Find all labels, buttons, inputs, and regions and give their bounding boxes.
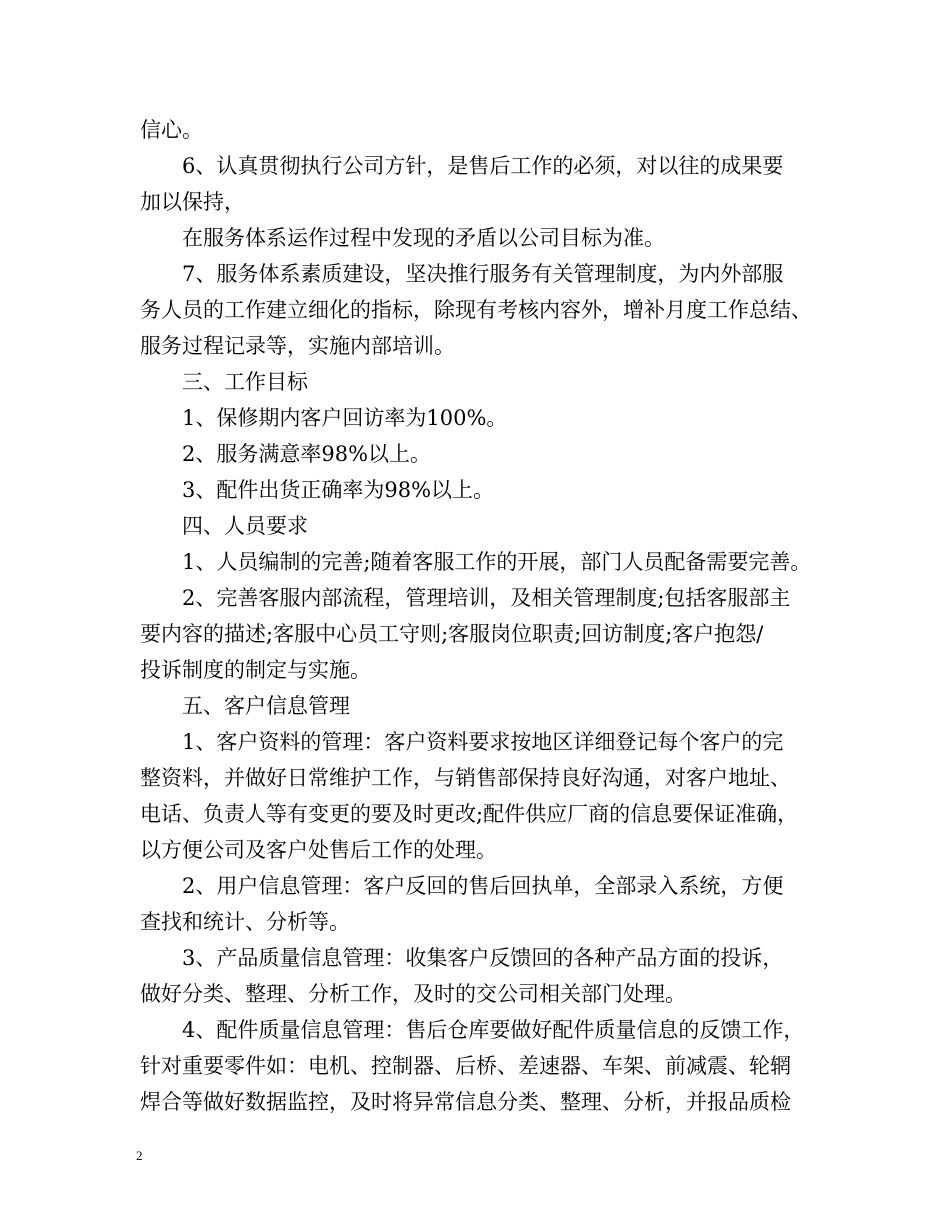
text-line: 务人员的工作建立细化的指标，除现有考核内容外，增补月度工作总结、	[140, 298, 812, 322]
text-line: 2、用户信息管理：客户反回的售后回执单，全部录入系统，方便	[182, 874, 784, 898]
text-line: 2、服务满意率98%以上。	[182, 442, 432, 466]
page-number: 2	[136, 1148, 143, 1163]
text-line: 焊合等做好数据监控，及时将异常信息分类、整理、分析，并报品质检	[140, 1090, 791, 1114]
text-line: 以方便公司及客户处售后工作的处理。	[140, 838, 497, 862]
text-line: 6、认真贯彻执行公司方针，是售后工作的必须，对以往的成果要	[182, 154, 784, 178]
text-line: 3、产品质量信息管理：收集客户反馈回的各种产品方面的投诉，	[182, 946, 784, 970]
text-line: 电话、负责人等有变更的要及时更改;配件供应厂商的信息要保证准确，	[140, 802, 799, 826]
text-line: 信心。	[140, 118, 203, 142]
text-line: 1、人员编制的完善;随着客服工作的开展，部门人员配备需要完善。	[182, 550, 812, 574]
text-line: 3、配件出货正确率为98%以上。	[182, 478, 495, 502]
text-line: 2、完善客服内部流程，管理培训，及相关管理制度;包括客服部主	[182, 586, 791, 610]
text-line: 服务过程记录等，实施内部培训。	[140, 334, 455, 358]
section-heading: 四、人员要求	[182, 514, 308, 538]
text-line: 做好分类、整理、分析工作，及时的交公司相关部门处理。	[140, 982, 686, 1006]
text-line: 整资料，并做好日常维护工作，与销售部保持良好沟通，对客户地址、	[140, 766, 791, 790]
text-line: 查找和统计、分析等。	[140, 910, 350, 934]
text-line: 7、服务体系素质建设，坚决推行服务有关管理制度，为内外部服	[182, 262, 784, 286]
text-line: 加以保持，	[140, 190, 245, 214]
text-line: 针对重要零件如：电机、控制器、后桥、差速器、车架、前减震、轮辋	[140, 1054, 791, 1078]
section-heading: 五、客户信息管理	[182, 694, 350, 718]
text-line: 要内容的描述;客服中心员工守则;客服岗位职责;回访制度;客户抱怨/	[140, 622, 764, 646]
text-line: 1、保修期内客户回访率为100%。	[182, 406, 508, 430]
text-line: 在服务体系运作过程中发现的矛盾以公司目标为准。	[182, 226, 665, 250]
text-line: 1、客户资料的管理：客户资料要求按地区详细登记每个客户的完	[182, 730, 784, 754]
text-line: 4、配件质量信息管理：售后仓库要做好配件质量信息的反馈工作，	[182, 1018, 805, 1042]
text-line: 投诉制度的制定与实施。	[140, 658, 371, 682]
section-heading: 三、工作目标	[182, 370, 308, 394]
